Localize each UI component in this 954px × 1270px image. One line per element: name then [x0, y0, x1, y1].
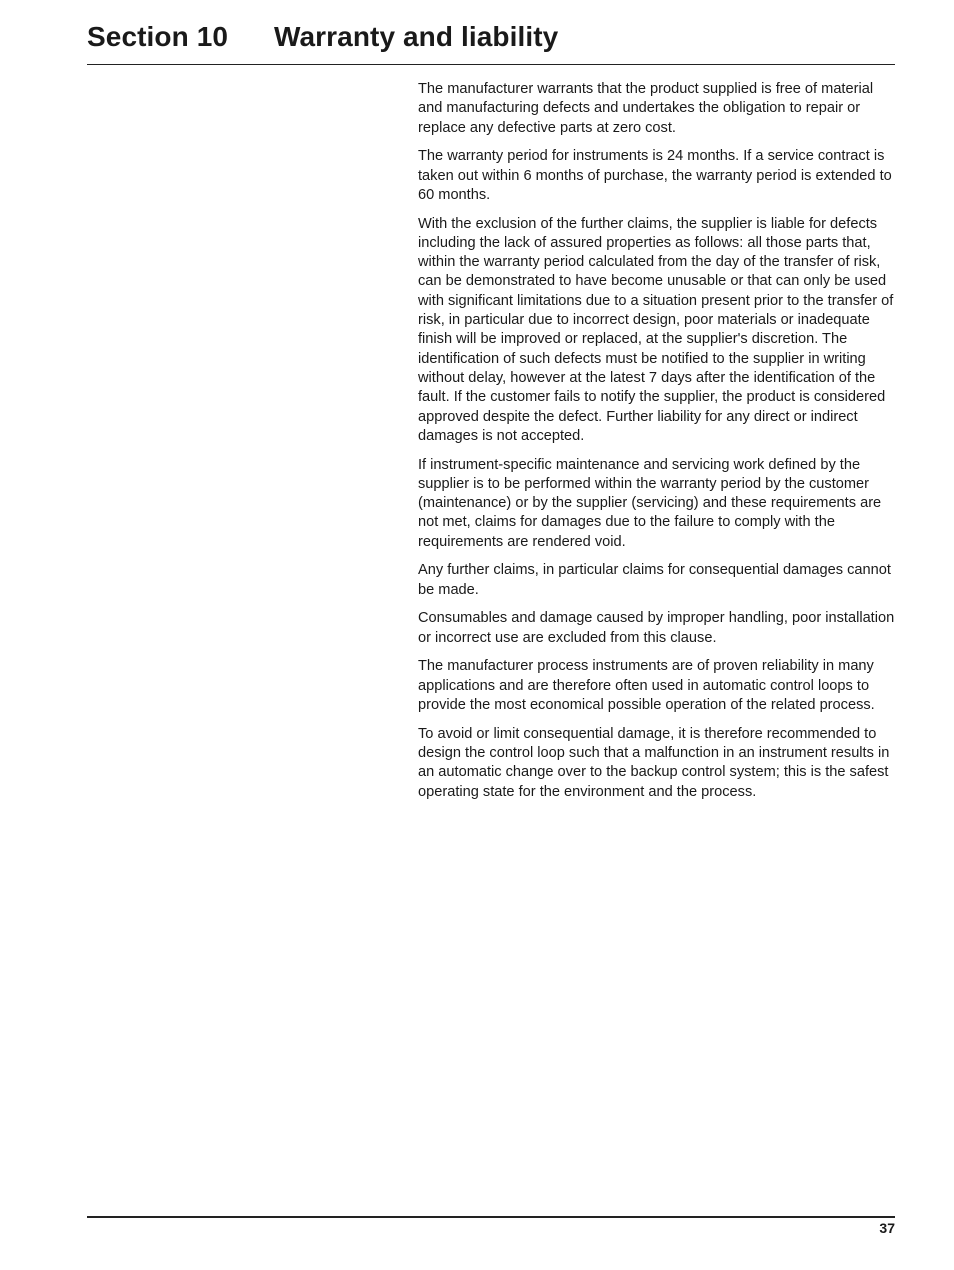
- paragraph-warranty-statement: The manufacturer warrants that the product supplied is free of material and manufacturing defects and undertakes the obligation to repair or replace any defective parts at zero cost.: [418, 81, 874, 136]
- paragraph-supplier-liability: With the exclusion of the further claims, the supplier is liable for defects including the lack of assured properties as follows: all those parts that, within the warranty period calculated from the day of the transfer of risk, can be demonstrated to have become unusable or that can only be used with significant limitations due to a situation present prior to the transfer of risk, in particular due to incorrect design, poor materials or inadequate finish will be improved or replaced, at the supplier's discretion. The identification of such defects must be notified to the supplier in writing without delay, however at the latest 7 days after the identification of the fault. If the customer fails to notify the supplier, the product is considered approved despite the defect. Further liability for any direct or indirect damages is not accepted.: [418, 215, 894, 444]
- body-text: [418, 80, 896, 811]
- paragraph-consequential-damage: To avoid or limit consequential damage, it is therefore recommended to design the control loop such that a malfunction in an instrument results in an automatic change over to the backup control system; this is the safest operating state for the environment and the process.: [418, 725, 890, 800]
- paragraph-reliability: The manufacturer process instruments are of proven reliability in many applications and are therefore often used in automatic control loops to provide the most economical possible operation of the related process.: [418, 658, 875, 713]
- section-number: Section 10: [87, 21, 229, 52]
- section-title: Warranty and liability: [274, 21, 559, 52]
- paragraph-maintenance-requirements: If instrument-specific maintenance and servicing work defined by the supplier is to be performed within the warranty period by the customer (maintenance) or by the supplier (servicing) and these requirements are not met, claims for damages due to the failure to comply with the requirements are rendered void.: [418, 456, 882, 550]
- page-number: 37: [879, 1220, 895, 1236]
- paragraph-consumables: Consumables and damage caused by improper handling, poor installation or incorrect use are excluded from this clause.: [418, 610, 895, 646]
- paragraph-warranty-period: The warranty period for instruments is 24 months. If a service contract is taken out within 6 months of purchase, the warranty period is extended to 60 months.: [418, 148, 892, 203]
- footer-divider: [87, 1216, 895, 1218]
- paragraph-further-claims: Any further claims, in particular claims for consequential damages cannot be made.: [418, 562, 891, 598]
- section-header: [87, 18, 895, 65]
